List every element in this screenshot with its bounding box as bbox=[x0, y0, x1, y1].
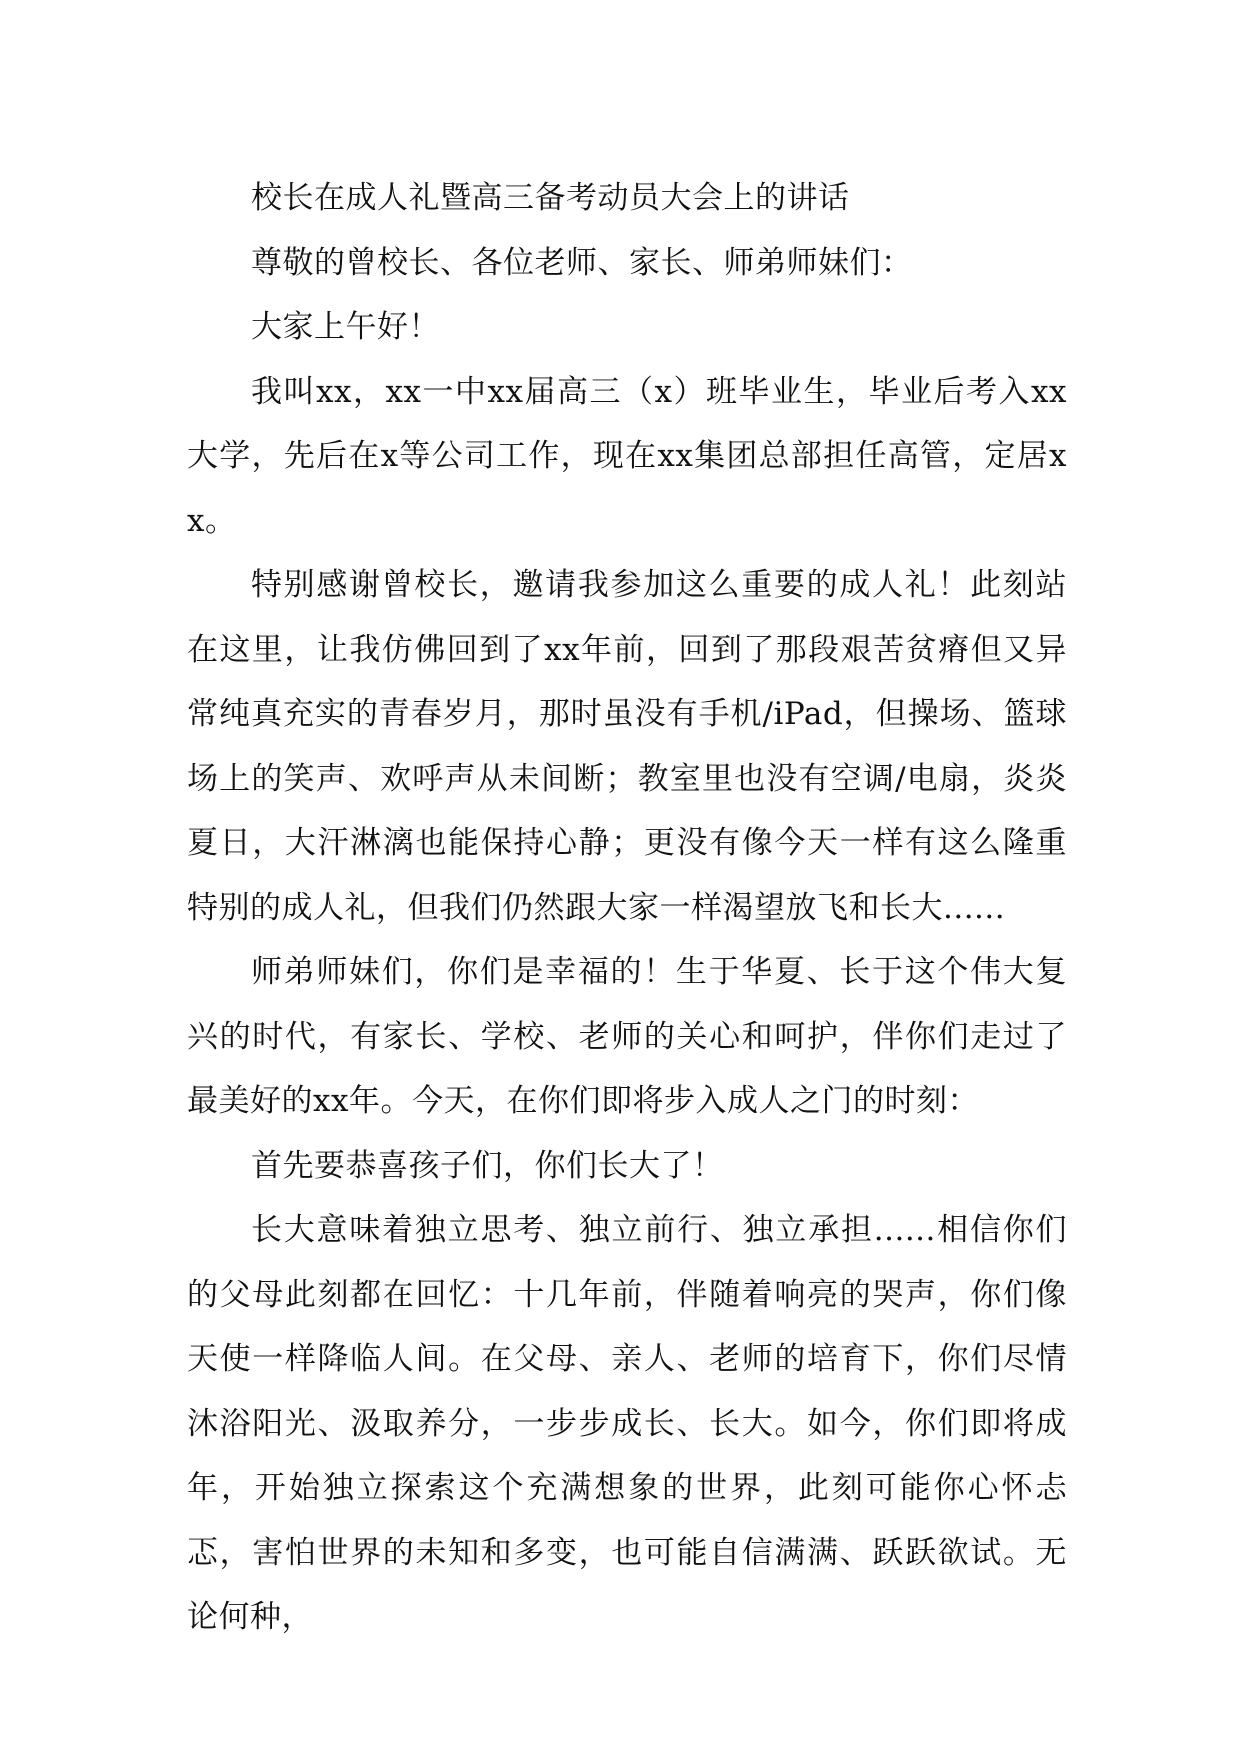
greeting: 大家上午好！ bbox=[251, 309, 440, 345]
document-title: 校长在成人礼暨高三备考动员大会上的讲话 bbox=[251, 180, 850, 216]
paragraph-1: 我叫xx，xx一中xx届高三（x）班毕业生，毕业后考入xx大学，先后在x等公司工作，现在xx集团总部担任高管，定居xx。 bbox=[187, 373, 1067, 539]
paragraph-3: 师弟师妹们，你们是幸福的！生于华夏、长于这个伟大复兴的时代，有家长、学校、老师的关心和呵护，伴你们走过了最美好的xx年。今天，在你们即将步入成人之门的时刻： bbox=[187, 954, 1067, 1119]
paragraph-5: 长大意味着独立思考、独立前行、独立承担......相信你们的父母此刻都在回忆：十几年前，伴随着响亮的哭声，你们像天使一样降临人间。在父母、亲人、老师的培育下，你们尽情沐浴阳光、汲取养分，一步步成长、长大。如今，你们即将成年，开始独立探索这个充满想象的世界，此刻可能你心怀忐忑，害怕世界的未知和多变，也可能自信满满、跃跃欲试。无论何种， bbox=[187, 1212, 1067, 1635]
paragraph-2: 特别感谢曾校长，邀请我参加这么重要的成人礼！此刻站在这里，让我仿佛回到了xx年前，回到了那段艰苦贫瘠但又异常纯真充实的青春岁月，那时虽没有手机/iPad，但操场、篮球场上的笑声、欢呼声从未间断；教室里也没有空调/电扇，炎炎夏日，大汗淋漓也能保持心静；更没有像今天一样有这么隆重特别的成人礼，但我们仍然跟大家一样渴望放飞和长大...... bbox=[187, 567, 1067, 926]
salutation: 尊敬的曾校长、各位老师、家长、师弟师妹们： bbox=[251, 244, 913, 281]
document-body bbox=[187, 166, 1067, 1650]
paragraph-4: 首先要恭喜孩子们，你们长大了！ bbox=[251, 1147, 724, 1184]
